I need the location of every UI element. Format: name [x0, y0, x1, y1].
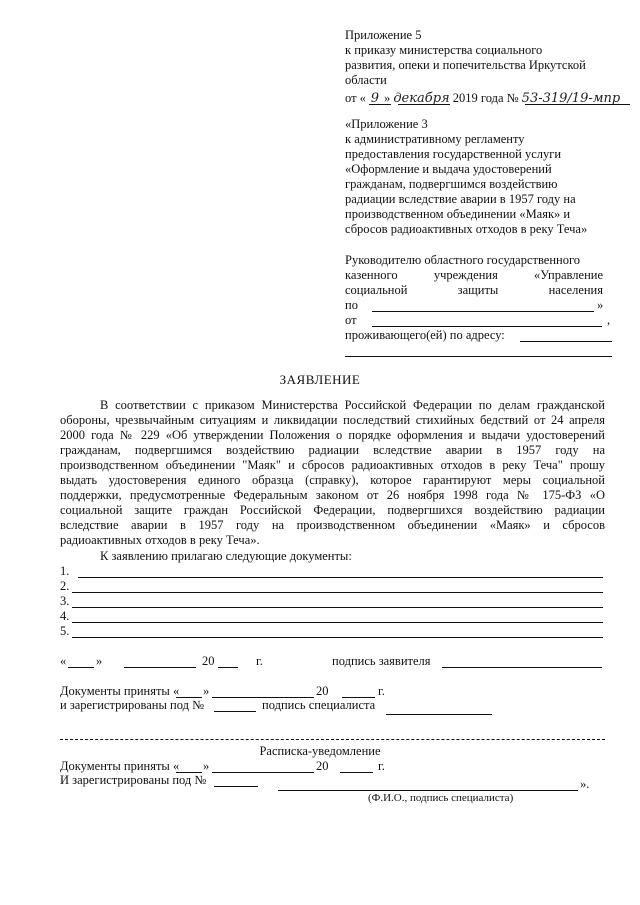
paragraph-line: выдать удостоверения единого образца (справку), которое гарантируют меры социальной	[60, 473, 605, 487]
attachment-number-2: 2.	[60, 579, 70, 593]
sign-quote-open: «	[60, 654, 67, 668]
attachments-intro: К заявлению прилагаю следующие документы:	[100, 549, 352, 563]
receipt-accepted-label: Документы приняты «	[60, 759, 180, 773]
accepted-quote-close: »	[203, 684, 210, 698]
receipt-month-line[interactable]	[212, 772, 314, 773]
document-heading: ЗАЯВЛЕНИЕ	[279, 372, 361, 387]
attachment-number-1: 1.	[60, 564, 70, 578]
appendix5-block	[345, 28, 635, 88]
paragraph-line: гражданам, подвергшимся воздействию радиации вследствие аварии в 1957 году на	[60, 443, 605, 457]
sign-year-suffix: г.	[256, 654, 263, 668]
addressee-line-3: социальной защиты населения	[345, 283, 603, 297]
attachment-line-2[interactable]	[72, 592, 603, 593]
receipt-registered-label: И зарегистрированы под №	[60, 773, 207, 787]
sign-month-line[interactable]	[124, 667, 196, 668]
order-number-underline	[525, 104, 630, 105]
appendix3-line-1: к административному регламенту	[345, 132, 525, 146]
applicant-signature-label: подпись заявителя	[332, 654, 431, 668]
paragraph-line: социальной защите граждан Российской Федерации, подвергшихся воздействию радиации	[60, 503, 605, 517]
sign-year-line[interactable]	[218, 667, 238, 668]
appendix5-title: Приложение 5	[345, 28, 422, 42]
handwritten-month: декабря	[393, 91, 450, 106]
attachment-number-4: 4.	[60, 609, 70, 623]
appendix3-line-2: предоставления государственной услуги	[345, 147, 562, 161]
attachment-line-5[interactable]	[72, 637, 603, 638]
appendix3-line-4: гражданам, подвергшимся воздействию	[345, 177, 558, 191]
cut-line-divider	[60, 739, 605, 740]
registered-number-line[interactable]	[214, 711, 256, 712]
attachment-line-3[interactable]	[72, 607, 603, 608]
addressee-po-label: по	[345, 298, 358, 312]
address-field-line-2[interactable]	[345, 356, 612, 357]
appendix3-block	[345, 117, 635, 237]
appendix3-title: «Приложение 3	[345, 117, 428, 131]
po-closing-quote: »	[597, 298, 604, 312]
paragraph-line: производственном объединении "Маяк" и сбросов радиоактивных отходов в реку Теча" прошу	[60, 458, 605, 472]
receipt-closing-quote: ».	[580, 777, 590, 791]
sign-year-prefix: 20	[202, 654, 215, 668]
handwritten-day: 9	[370, 91, 380, 106]
receipt-year-suffix: г.	[378, 759, 385, 773]
appendix3-line-6: производственном объединении «Маяк» и	[345, 207, 571, 221]
date-mid: »	[383, 91, 391, 105]
specialist-signature-label: подпись специалиста	[262, 698, 376, 712]
paragraph-line: обороны, чрезвычайным ситуациям и ликвидации последствий стихийных бедствий от 24 апреля	[60, 413, 605, 427]
date-month-underline	[398, 104, 450, 105]
sign-day-line[interactable]	[68, 667, 94, 668]
accepted-year-prefix: 20	[316, 684, 329, 698]
date-year: 2019 года №	[452, 91, 519, 105]
sign-quote-close: »	[96, 654, 103, 668]
ot-comma: ,	[607, 313, 611, 327]
receipt-title: Расписка-уведомление	[259, 744, 381, 758]
appendix5-line-2: развития, опеки и попечительства Иркутской	[345, 58, 586, 72]
address-label: проживающего(ей) по адресу:	[345, 328, 505, 342]
appendix3-line-5: радиации вследствие аварии в 1957 году на	[345, 192, 576, 206]
attachment-line-4[interactable]	[72, 622, 603, 623]
addressee-block	[345, 253, 603, 298]
appendix5-line-3: области	[345, 73, 387, 87]
address-field-line-1[interactable]	[520, 341, 612, 342]
receipt-fio-caption: (Ф.И.О., подпись специалиста)	[368, 792, 514, 804]
accepted-label: Документы приняты «	[60, 684, 180, 698]
po-field-line[interactable]	[372, 311, 594, 312]
receipt-number-line[interactable]	[214, 786, 258, 787]
receipt-year-line[interactable]	[340, 772, 373, 773]
addressee-line-2: казенного учреждения «Управление	[345, 268, 603, 282]
specialist-signature-line[interactable]	[386, 714, 492, 715]
paragraph-line: поддержки, предусмотренные Федеральным законом от 26 ноября 1998 года № 175-ФЗ «О	[60, 488, 605, 502]
paragraph-line: 2000 года № 229 «Об утверждении Положения о порядке оформления и выдачи удостоверений	[60, 428, 605, 442]
appendix3-line-3: «Оформление и выдача удостоверений	[345, 162, 552, 176]
addressee-line-1: Руководителю областного государственного	[345, 253, 581, 267]
ot-field-line[interactable]	[372, 326, 602, 327]
appendix5-line-1: к приказу министерства социального	[345, 43, 543, 57]
attachment-number-3: 3.	[60, 594, 70, 608]
addressee-ot-label: от	[345, 313, 357, 327]
appendix3-line-7: сбросов радиоактивных отходов в реку Теча»	[345, 222, 588, 236]
paragraph-line: вследствие аварии в 1957 году на производственном объединении «Маяк» и сбросов	[60, 518, 605, 532]
accepted-year-suffix: г.	[378, 684, 385, 698]
applicant-signature-line[interactable]	[442, 667, 602, 668]
date-day-underline	[369, 104, 391, 105]
handwritten-order-number: 53-319/19-мпр	[521, 91, 621, 106]
paragraph-line: В соответствии с приказом Министерства Российской Федерации по делам гражданской	[100, 398, 605, 412]
registered-label: и зарегистрированы под №	[60, 698, 205, 712]
date-prefix: от «	[345, 91, 366, 105]
attachment-line-1[interactable]	[78, 577, 603, 578]
paragraph-line: радиоактивных отходов в реку Теча».	[60, 533, 260, 547]
receipt-quote-close: »	[203, 759, 210, 773]
receipt-year-prefix: 20	[316, 759, 329, 773]
attachment-number-5: 5.	[60, 624, 70, 638]
statement-paragraph	[60, 398, 605, 548]
